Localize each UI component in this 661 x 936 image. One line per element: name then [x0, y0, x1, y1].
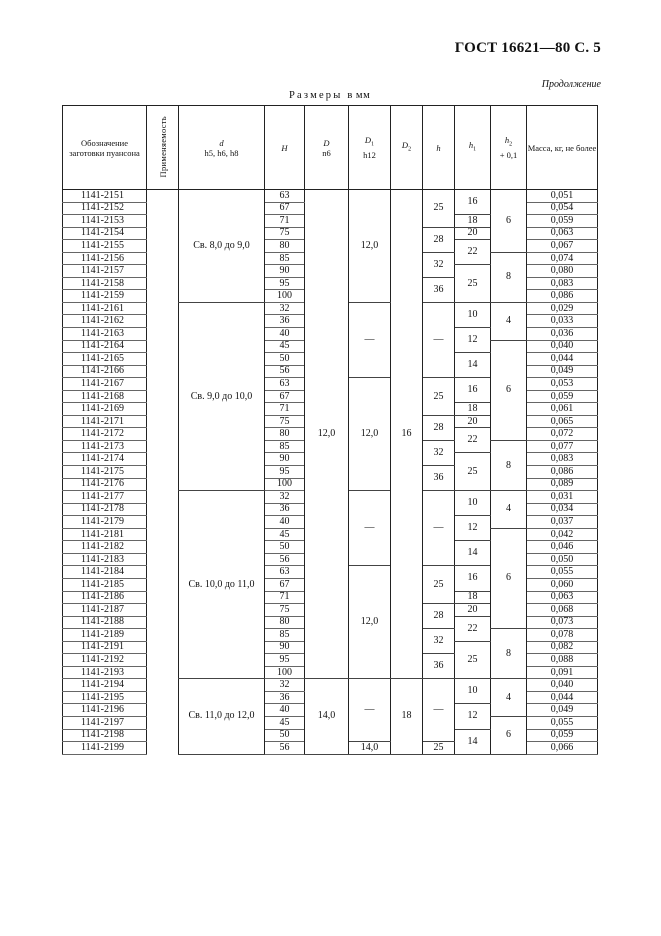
cell-designation: 1141-2176: [63, 478, 147, 491]
cell-H: 32: [265, 491, 305, 504]
cell-designation: 1141-2161: [63, 302, 147, 315]
cell-applicability: [147, 466, 179, 479]
cell-h: 25: [423, 190, 455, 228]
cell-H: 50: [265, 353, 305, 366]
cell-H: 95: [265, 654, 305, 667]
cell-applicability: [147, 240, 179, 253]
cell-applicability: [147, 302, 179, 315]
table-body: [63, 190, 598, 755]
col-h1-subscript: 1: [473, 146, 477, 153]
cell-mass: 0,086: [527, 290, 598, 303]
cell-designation: 1141-2157: [63, 265, 147, 278]
cell-designation: 1141-2167: [63, 378, 147, 391]
col-h1-header: [455, 106, 491, 190]
col-D2-header: [391, 106, 423, 190]
cell-H: 40: [265, 516, 305, 529]
cell-designation: 1141-2165: [63, 353, 147, 366]
cell-applicability: [147, 190, 179, 203]
col-d-symbol: d: [219, 137, 224, 148]
cell-h: 28: [423, 415, 455, 440]
cell-designation: 1141-2159: [63, 290, 147, 303]
cell-designation: 1141-2196: [63, 704, 147, 717]
col-h-header: [423, 106, 455, 190]
cell-H: 45: [265, 340, 305, 353]
col-applicability-header: [147, 106, 179, 190]
cell-mass: 0,053: [527, 378, 598, 391]
cell-H: 36: [265, 691, 305, 704]
cell-applicability: [147, 679, 179, 692]
cell-H: 100: [265, 478, 305, 491]
cell-h2: 4: [491, 491, 527, 529]
cell-H: 50: [265, 729, 305, 742]
cell-designation: 1141-2171: [63, 415, 147, 428]
col-h1-symbol: h: [468, 140, 474, 151]
cell-designation: 1141-2191: [63, 641, 147, 654]
cell-H: 75: [265, 415, 305, 428]
cell-designation: 1141-2152: [63, 202, 147, 215]
cell-h2: 8: [491, 252, 527, 302]
cell-mass: 0,082: [527, 641, 598, 654]
cell-applicability: [147, 654, 179, 667]
cell-mass: 0,083: [527, 277, 598, 290]
cell-designation: 1141-2151: [63, 190, 147, 203]
cell-mass: 0,061: [527, 403, 598, 416]
cell-applicability: [147, 566, 179, 579]
cell-designation: 1141-2197: [63, 716, 147, 729]
cell-applicability: [147, 265, 179, 278]
cell-h1: 16: [455, 190, 491, 215]
cell-H: 56: [265, 553, 305, 566]
cell-h: 32: [423, 629, 455, 654]
cell-mass: 0,031: [527, 491, 598, 504]
cell-h1: 22: [455, 240, 491, 265]
cell-H: 63: [265, 566, 305, 579]
cell-applicability: [147, 227, 179, 240]
cell-D: 14,0: [305, 679, 349, 754]
cell-H: 32: [265, 679, 305, 692]
cell-D1: —: [349, 491, 391, 566]
cell-h: 25: [423, 566, 455, 604]
cell-applicability: [147, 491, 179, 504]
cell-h1: 20: [455, 604, 491, 617]
cell-h: 28: [423, 604, 455, 629]
col-D1-header: [349, 106, 391, 190]
cell-h1: 18: [455, 591, 491, 604]
cell-applicability: [147, 415, 179, 428]
cell-mass: 0,063: [527, 227, 598, 240]
cell-D2: 18: [391, 679, 423, 754]
cell-mass: 0,086: [527, 466, 598, 479]
cell-mass: 0,063: [527, 591, 598, 604]
cell-applicability: [147, 641, 179, 654]
cell-applicability: [147, 578, 179, 591]
cell-mass: 0,065: [527, 415, 598, 428]
cell-designation: 1141-2186: [63, 591, 147, 604]
cell-h2: 4: [491, 302, 527, 340]
cell-applicability: [147, 202, 179, 215]
cell-H: 67: [265, 202, 305, 215]
cell-mass: 0,091: [527, 666, 598, 679]
cell-applicability: [147, 616, 179, 629]
cell-h1: 14: [455, 353, 491, 378]
cell-h: 36: [423, 277, 455, 302]
cell-mass: 0,055: [527, 566, 598, 579]
cell-designation: 1141-2187: [63, 604, 147, 617]
cell-applicability: [147, 365, 179, 378]
cell-mass: 0,074: [527, 252, 598, 265]
cell-h2: 6: [491, 528, 527, 628]
cell-mass: 0,060: [527, 578, 598, 591]
cell-designation: 1141-2163: [63, 328, 147, 341]
dimensions-table: [62, 105, 598, 755]
cell-applicability: [147, 629, 179, 642]
cell-designation: 1141-2173: [63, 440, 147, 453]
cell-H: 90: [265, 265, 305, 278]
table-row: [63, 190, 598, 203]
cell-applicability: [147, 328, 179, 341]
cell-applicability: [147, 528, 179, 541]
cell-h: —: [423, 491, 455, 566]
cell-applicability: [147, 704, 179, 717]
cell-H: 50: [265, 541, 305, 554]
cell-h: 28: [423, 227, 455, 252]
cell-designation: 1141-2183: [63, 553, 147, 566]
cell-h: —: [423, 679, 455, 742]
cell-designation: 1141-2153: [63, 215, 147, 228]
cell-h2: 8: [491, 440, 527, 490]
cell-mass: 0,033: [527, 315, 598, 328]
cell-mass: 0,037: [527, 516, 598, 529]
cell-mass: 0,088: [527, 654, 598, 667]
col-h2-header: [491, 106, 527, 190]
cell-applicability: [147, 340, 179, 353]
cell-applicability: [147, 353, 179, 366]
cell-mass: 0,029: [527, 302, 598, 315]
cell-mass: 0,044: [527, 353, 598, 366]
col-D-symbol: D: [323, 137, 330, 148]
cell-h1: 16: [455, 378, 491, 403]
cell-h1: 25: [455, 453, 491, 491]
cell-mass: 0,089: [527, 478, 598, 491]
cell-designation: 1141-2192: [63, 654, 147, 667]
cell-applicability: [147, 666, 179, 679]
col-h-symbol: h: [436, 142, 441, 153]
cell-H: 36: [265, 315, 305, 328]
col-designation-header: Обозначение заготовки пуансона: [63, 106, 147, 190]
cell-H: 95: [265, 277, 305, 290]
cell-designation: 1141-2174: [63, 453, 147, 466]
cell-applicability: [147, 215, 179, 228]
cell-h: 25: [423, 378, 455, 416]
cell-H: 80: [265, 616, 305, 629]
cell-mass: 0,040: [527, 340, 598, 353]
cell-h1: 12: [455, 516, 491, 541]
col-D1-tolerance: h12: [363, 149, 376, 160]
cell-applicability: [147, 729, 179, 742]
page-header: ГОСТ 16621—80 С. 5: [454, 40, 601, 56]
cell-applicability: [147, 290, 179, 303]
cell-H: 71: [265, 591, 305, 604]
cell-designation: 1141-2184: [63, 566, 147, 579]
col-d-tolerance: h5, h6, h8: [204, 147, 239, 158]
cell-h: 32: [423, 252, 455, 277]
cell-D1: 14,0: [349, 742, 391, 755]
cell-designation: 1141-2158: [63, 277, 147, 290]
cell-D1: 12,0: [349, 378, 391, 491]
table-row: [63, 679, 598, 692]
cell-d: Св. 8,0 до 9,0: [179, 190, 265, 303]
cell-designation: 1141-2198: [63, 729, 147, 742]
dimensions-caption-text: Размеры: [289, 90, 343, 101]
cell-d: Св. 10,0 до 11,0: [179, 491, 265, 679]
cell-h1: 16: [455, 566, 491, 591]
cell-designation: 1141-2178: [63, 503, 147, 516]
cell-H: 40: [265, 328, 305, 341]
cell-mass: 0,066: [527, 742, 598, 755]
cell-designation: 1141-2154: [63, 227, 147, 240]
cell-d: Св. 9,0 до 10,0: [179, 302, 265, 490]
cell-H: 85: [265, 629, 305, 642]
cell-D1: —: [349, 679, 391, 742]
cell-H: 90: [265, 641, 305, 654]
cell-mass: 0,040: [527, 679, 598, 692]
cell-h: 32: [423, 440, 455, 465]
cell-mass: 0,049: [527, 704, 598, 717]
cell-H: 95: [265, 466, 305, 479]
col-D2-symbol: D: [401, 140, 409, 151]
cell-designation: 1141-2175: [63, 466, 147, 479]
cell-H: 36: [265, 503, 305, 516]
cell-designation: 1141-2199: [63, 742, 147, 755]
cell-h2: 6: [491, 190, 527, 253]
dimensions-unit: в мм: [347, 90, 371, 101]
cell-h2: 6: [491, 340, 527, 440]
cell-mass: 0,068: [527, 604, 598, 617]
cell-H: 85: [265, 440, 305, 453]
cell-mass: 0,078: [527, 629, 598, 642]
cell-mass: 0,051: [527, 190, 598, 203]
cell-applicability: [147, 440, 179, 453]
cell-H: 80: [265, 240, 305, 253]
cell-mass: 0,036: [527, 328, 598, 341]
cell-H: 67: [265, 578, 305, 591]
cell-H: 67: [265, 390, 305, 403]
cell-designation: 1141-2155: [63, 240, 147, 253]
cell-mass: 0,072: [527, 428, 598, 441]
cell-H: 63: [265, 378, 305, 391]
cell-mass: 0,054: [527, 202, 598, 215]
cell-mass: 0,046: [527, 541, 598, 554]
cell-H: 75: [265, 604, 305, 617]
cell-designation: 1141-2194: [63, 679, 147, 692]
col-D1-subscript: 1: [371, 141, 375, 148]
cell-designation: 1141-2182: [63, 541, 147, 554]
col-H-header: [265, 106, 305, 190]
cell-designation: 1141-2166: [63, 365, 147, 378]
cell-H: 80: [265, 428, 305, 441]
col-h2-tolerance: + 0,1: [499, 149, 518, 160]
cell-applicability: [147, 478, 179, 491]
cell-H: 71: [265, 215, 305, 228]
cell-mass: 0,077: [527, 440, 598, 453]
cell-h1: 10: [455, 491, 491, 516]
cell-applicability: [147, 691, 179, 704]
cell-h: 36: [423, 466, 455, 491]
cell-mass: 0,050: [527, 553, 598, 566]
cell-h1: 10: [455, 679, 491, 704]
cell-D2: 16: [391, 190, 423, 679]
cell-applicability: [147, 591, 179, 604]
cell-h: 25: [423, 742, 455, 755]
cell-mass: 0,049: [527, 365, 598, 378]
cell-h1: 18: [455, 215, 491, 228]
cell-designation: 1141-2195: [63, 691, 147, 704]
col-D1-symbol: D: [364, 135, 372, 146]
cell-h1: 20: [455, 415, 491, 428]
cell-H: 56: [265, 365, 305, 378]
cell-designation: 1141-2172: [63, 428, 147, 441]
cell-mass: 0,059: [527, 729, 598, 742]
cell-mass: 0,059: [527, 215, 598, 228]
cell-applicability: [147, 553, 179, 566]
cell-h1: 10: [455, 302, 491, 327]
col-applicability-label: Применяемость: [157, 115, 168, 178]
cell-designation: 1141-2164: [63, 340, 147, 353]
cell-applicability: [147, 453, 179, 466]
cell-applicability: [147, 252, 179, 265]
col-D2-subscript: 2: [408, 146, 412, 153]
cell-applicability: [147, 428, 179, 441]
dimensions-caption: [289, 90, 370, 101]
cell-mass: 0,059: [527, 390, 598, 403]
cell-H: 45: [265, 716, 305, 729]
cell-D1: —: [349, 302, 391, 377]
col-D-tolerance: n6: [322, 147, 331, 158]
col-h2-subscript: 2: [509, 141, 513, 148]
cell-h1: 25: [455, 265, 491, 303]
cell-h1: 22: [455, 428, 491, 453]
cell-mass: 0,067: [527, 240, 598, 253]
cell-designation: 1141-2177: [63, 491, 147, 504]
cell-H: 100: [265, 290, 305, 303]
cell-d: Св. 11,0 до 12,0: [179, 679, 265, 754]
cell-applicability: [147, 541, 179, 554]
cell-h2: 8: [491, 629, 527, 679]
cell-applicability: [147, 378, 179, 391]
cell-designation: 1141-2168: [63, 390, 147, 403]
cell-applicability: [147, 403, 179, 416]
cell-designation: 1141-2179: [63, 516, 147, 529]
cell-H: 63: [265, 190, 305, 203]
cell-H: 56: [265, 742, 305, 755]
cell-h2: 4: [491, 679, 527, 717]
cell-h: —: [423, 302, 455, 377]
cell-h1: 14: [455, 541, 491, 566]
col-h2-symbol: h: [504, 135, 510, 146]
cell-h1: 12: [455, 328, 491, 353]
cell-D1: 12,0: [349, 566, 391, 679]
cell-applicability: [147, 277, 179, 290]
cell-designation: 1141-2193: [63, 666, 147, 679]
col-D-header: [305, 106, 349, 190]
cell-D: 12,0: [305, 190, 349, 679]
cell-applicability: [147, 742, 179, 755]
cell-applicability: [147, 503, 179, 516]
cell-h1: 12: [455, 704, 491, 729]
cell-mass: 0,055: [527, 716, 598, 729]
cell-H: 71: [265, 403, 305, 416]
cell-designation: 1141-2169: [63, 403, 147, 416]
cell-H: 75: [265, 227, 305, 240]
cell-designation: 1141-2188: [63, 616, 147, 629]
cell-applicability: [147, 516, 179, 529]
cell-applicability: [147, 390, 179, 403]
cell-applicability: [147, 315, 179, 328]
cell-mass: 0,073: [527, 616, 598, 629]
cell-H: 100: [265, 666, 305, 679]
continuation-label: Продолжение: [541, 79, 601, 90]
table-header-row: [63, 106, 598, 190]
cell-h1: 22: [455, 616, 491, 641]
cell-mass: 0,080: [527, 265, 598, 278]
cell-H: 45: [265, 528, 305, 541]
cell-designation: 1141-2181: [63, 528, 147, 541]
cell-h1: 25: [455, 641, 491, 679]
cell-H: 85: [265, 252, 305, 265]
cell-H: 90: [265, 453, 305, 466]
cell-h1: 20: [455, 227, 491, 240]
cell-h1: 18: [455, 403, 491, 416]
cell-designation: 1141-2185: [63, 578, 147, 591]
cell-H: 40: [265, 704, 305, 717]
cell-mass: 0,044: [527, 691, 598, 704]
cell-applicability: [147, 604, 179, 617]
col-mass-header: Масса, кг, не более: [527, 106, 598, 190]
cell-designation: 1141-2189: [63, 629, 147, 642]
cell-designation: 1141-2156: [63, 252, 147, 265]
cell-mass: 0,042: [527, 528, 598, 541]
cell-h: 36: [423, 654, 455, 679]
col-H-symbol: H: [281, 142, 288, 153]
cell-h1: 14: [455, 729, 491, 754]
cell-H: 32: [265, 302, 305, 315]
cell-mass: 0,083: [527, 453, 598, 466]
cell-mass: 0,034: [527, 503, 598, 516]
cell-designation: 1141-2162: [63, 315, 147, 328]
cell-applicability: [147, 716, 179, 729]
cell-D1: 12,0: [349, 190, 391, 303]
cell-h2: 6: [491, 716, 527, 754]
col-d-header: [179, 106, 265, 190]
